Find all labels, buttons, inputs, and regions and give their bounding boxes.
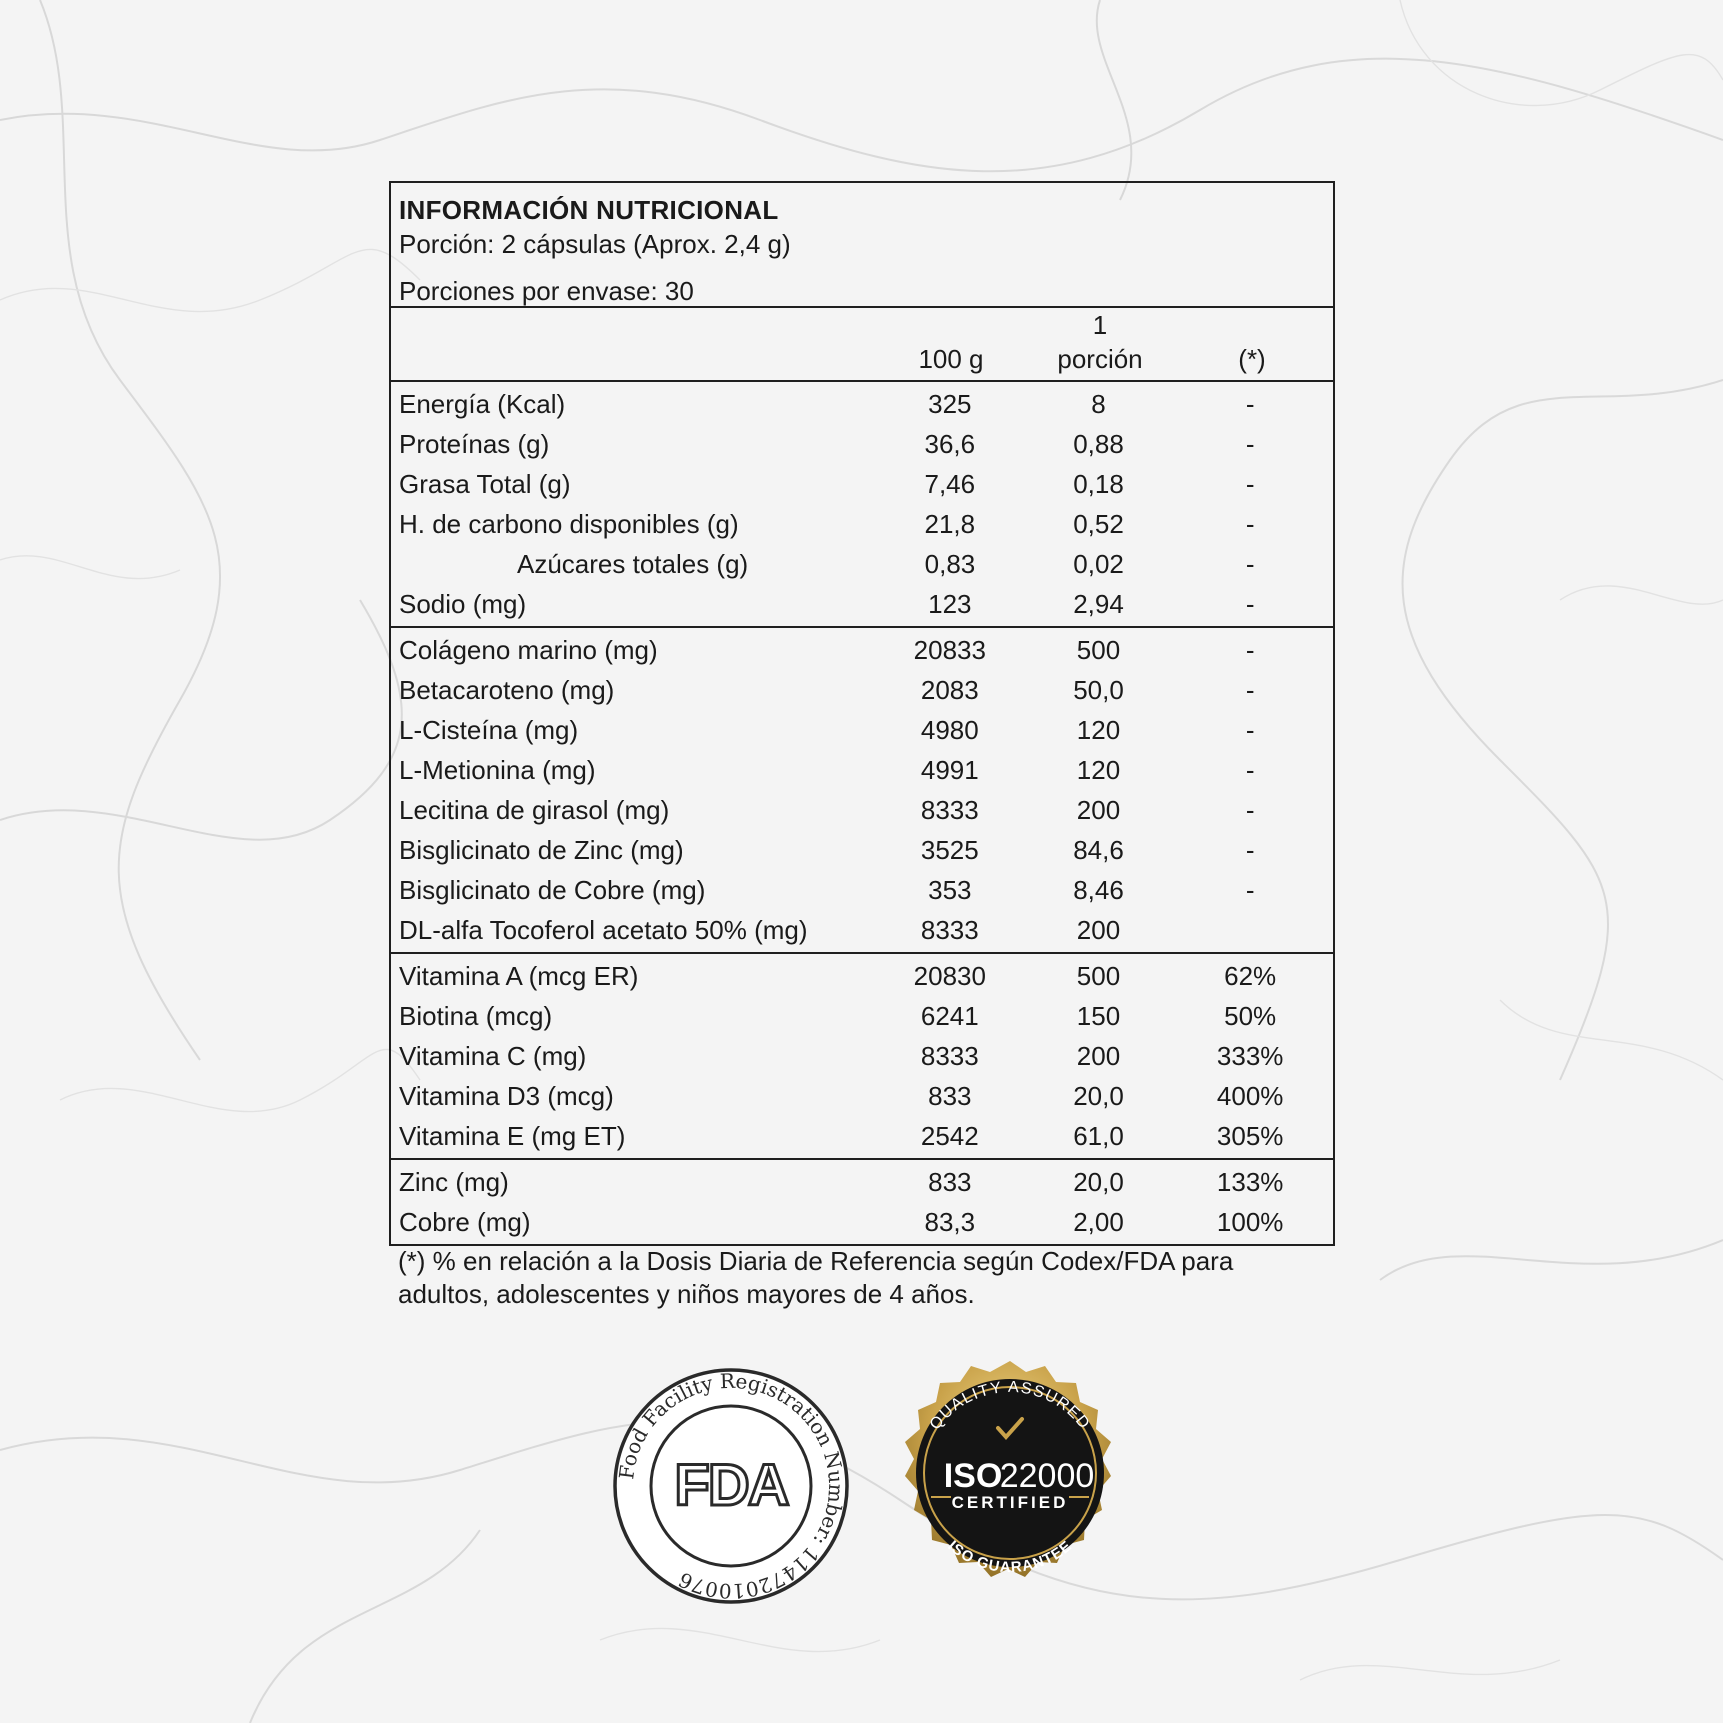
value-reference-percent: - [1245,388,1255,419]
nutrient-row [391,710,1333,750]
nutrient-name: Grasa Total (g) [399,468,571,499]
value-per-100g: 8333 [920,1040,979,1071]
value-per-portion: 2,00 [1073,1206,1124,1237]
nutrient-section [391,628,1333,954]
nutrient-row [391,464,1333,504]
fda-logo: FDA [674,1453,788,1518]
value-per-portion: 8 [1091,388,1106,419]
value-reference-percent: - [1245,588,1255,619]
value-per-portion: 50,0 [1073,674,1124,705]
nutrient-section [391,1160,1333,1244]
nutrient-name: Vitamina A (mcg ER) [399,960,639,991]
value-reference-percent: 400% [1216,1080,1284,1111]
nutrient-name: Azúcares totales (g) [517,548,749,579]
nutrient-row [391,790,1333,830]
nutrient-name: Vitamina C (mg) [399,1040,587,1071]
serving-size: Porción: 2 cápsulas (Aprox. 2,4 g) [399,229,791,259]
iso-certified: CERTIFIED [951,1493,1069,1512]
nutrient-row [391,504,1333,544]
nutrient-name: Proteínas (g) [399,428,550,459]
value-per-100g: 4980 [920,714,979,745]
value-per-portion: 2,94 [1073,588,1124,619]
nutrient-row [391,870,1333,910]
value-per-100g: 325 [928,388,972,419]
nutrient-row [391,1162,1333,1202]
value-reference-percent: - [1245,468,1255,499]
nutrient-name: DL-alfa Tocoferol acetato 50% (mg) [399,914,808,945]
value-per-portion: 200 [1076,794,1121,825]
nutrient-row [391,956,1333,996]
value-per-100g: 2083 [920,674,979,705]
footnote [398,1245,1328,1311]
value-per-portion: 500 [1076,634,1121,665]
nutrient-name: Vitamina D3 (mcg) [399,1080,614,1111]
value-per-portion: 500 [1076,960,1121,991]
nutrient-name: Lecitina de girasol (mg) [399,794,670,825]
nutrient-name: Colágeno marino (mg) [399,634,658,665]
value-reference-percent: 305% [1216,1120,1284,1151]
value-per-100g: 8333 [920,794,979,825]
value-per-100g: 0,83 [924,548,976,579]
value-per-portion: 150 [1076,1000,1121,1031]
value-reference-percent: 333% [1216,1040,1284,1071]
value-per-100g: 833 [928,1080,972,1111]
nutrient-row [391,630,1333,670]
fda-registration-seal [610,1365,852,1607]
nutrient-row [391,910,1333,950]
value-reference-percent: - [1245,834,1255,865]
nutrient-name: Bisglicinato de Cobre (mg) [399,874,706,905]
value-reference-percent: 50% [1224,1000,1277,1031]
value-per-portion: 120 [1076,754,1121,785]
footnote-line-2: adultos, adolescentes y niños mayores de 4 años. [398,1279,975,1309]
nutrient-row [391,424,1333,464]
nutrient-name: L-Cisteína (mg) [399,714,579,745]
column-header-reference: (*) [1238,344,1266,374]
value-per-100g: 8333 [920,914,979,945]
column-header-100g: 100 g [918,344,984,374]
panel-header [391,183,1333,308]
value-reference-percent: - [1245,714,1255,745]
nutrient-name: Energía (Kcal) [399,388,566,419]
value-per-100g: 20833 [913,634,986,665]
value-reference-percent: 133% [1216,1166,1284,1197]
nutrient-row [391,996,1333,1036]
nutrient-section [391,382,1333,628]
value-reference-percent: - [1245,674,1255,705]
nutrient-row [391,750,1333,790]
column-header-portion-number: 1 [1092,310,1108,340]
iso-label: ISO [943,1457,1003,1495]
nutrient-row [391,384,1333,424]
nutrient-section [391,954,1333,1160]
nutrient-name: Betacaroteno (mg) [399,674,615,705]
nutrient-row [391,1076,1333,1116]
value-reference-percent: - [1245,874,1255,905]
value-reference-percent: - [1245,754,1255,785]
value-per-portion: 200 [1076,1040,1121,1071]
value-reference-percent: - [1245,548,1255,579]
iso-22000-certified-seal [885,1355,1135,1605]
value-per-100g: 833 [928,1166,972,1197]
value-per-portion: 0,88 [1073,428,1124,459]
nutrient-name: L-Metionina (mg) [399,754,596,785]
value-per-100g: 36,6 [924,428,976,459]
column-header-portion: porción [1057,344,1143,374]
value-per-100g: 21,8 [924,508,976,539]
value-reference-percent: - [1245,794,1255,825]
fda-ring-text: Food Facility Registration Number: 11472010076 [614,1368,849,1604]
value-per-100g: 7,46 [924,468,976,499]
value-per-100g: 20830 [913,960,986,991]
nutrient-name: H. de carbono disponibles (g) [399,508,739,539]
nutrition-facts-panel [389,181,1335,1246]
nutrient-row [391,670,1333,710]
value-reference-percent: 62% [1224,960,1277,991]
value-per-portion: 0,02 [1073,548,1124,579]
value-per-100g: 3525 [920,834,979,865]
value-per-portion: 84,6 [1073,834,1124,865]
nutrient-name: Zinc (mg) [399,1166,509,1197]
nutrient-name: Vitamina E (mg ET) [399,1120,626,1151]
nutrient-name: Biotina (mcg) [399,1000,553,1031]
value-per-100g: 4991 [920,754,979,785]
value-per-100g: 83,3 [924,1206,976,1237]
value-reference-percent: 100% [1216,1206,1284,1237]
value-per-portion: 20,0 [1073,1166,1124,1197]
value-per-portion: 61,0 [1073,1120,1124,1151]
nutrient-name: Bisglicinato de Zinc (mg) [399,834,684,865]
value-per-100g: 6241 [920,1000,979,1031]
nutrient-row [391,584,1333,624]
nutrient-sections [391,382,1333,1244]
footnote-line-1: (*) % en relación a la Dosis Diaria de Referencia según Codex/FDA para [398,1246,1234,1276]
value-reference-percent: - [1245,508,1255,539]
value-per-100g: 123 [928,588,972,619]
nutrient-row [391,1202,1333,1242]
value-per-portion: 0,18 [1073,468,1124,499]
iso-top-arc-text: QUALITY ASSURED [926,1378,1094,1434]
value-per-100g: 2542 [920,1120,979,1151]
nutrient-row [391,830,1333,870]
value-per-portion: 200 [1076,914,1121,945]
value-per-portion: 8,46 [1073,874,1124,905]
value-per-portion: 20,0 [1073,1080,1124,1111]
nutrient-row [391,1036,1333,1076]
value-reference-percent: - [1245,634,1255,665]
value-per-portion: 120 [1076,714,1121,745]
nutrient-row [391,1116,1333,1156]
nutrient-row [391,544,1333,584]
servings-per-container: Porciones por envase: 30 [399,276,694,306]
value-per-portion: 0,52 [1073,508,1124,539]
nutrient-name: Sodio (mg) [399,588,527,619]
column-headers [391,308,1333,382]
value-reference-percent: - [1245,428,1255,459]
value-per-100g: 353 [928,874,972,905]
panel-title: INFORMACIÓN NUTRICIONAL [399,195,779,225]
iso-bottom-arc-text: ISO GUARANTEE [944,1537,1076,1577]
nutrient-name: Cobre (mg) [399,1206,531,1237]
iso-number: 22000 [999,1457,1095,1495]
